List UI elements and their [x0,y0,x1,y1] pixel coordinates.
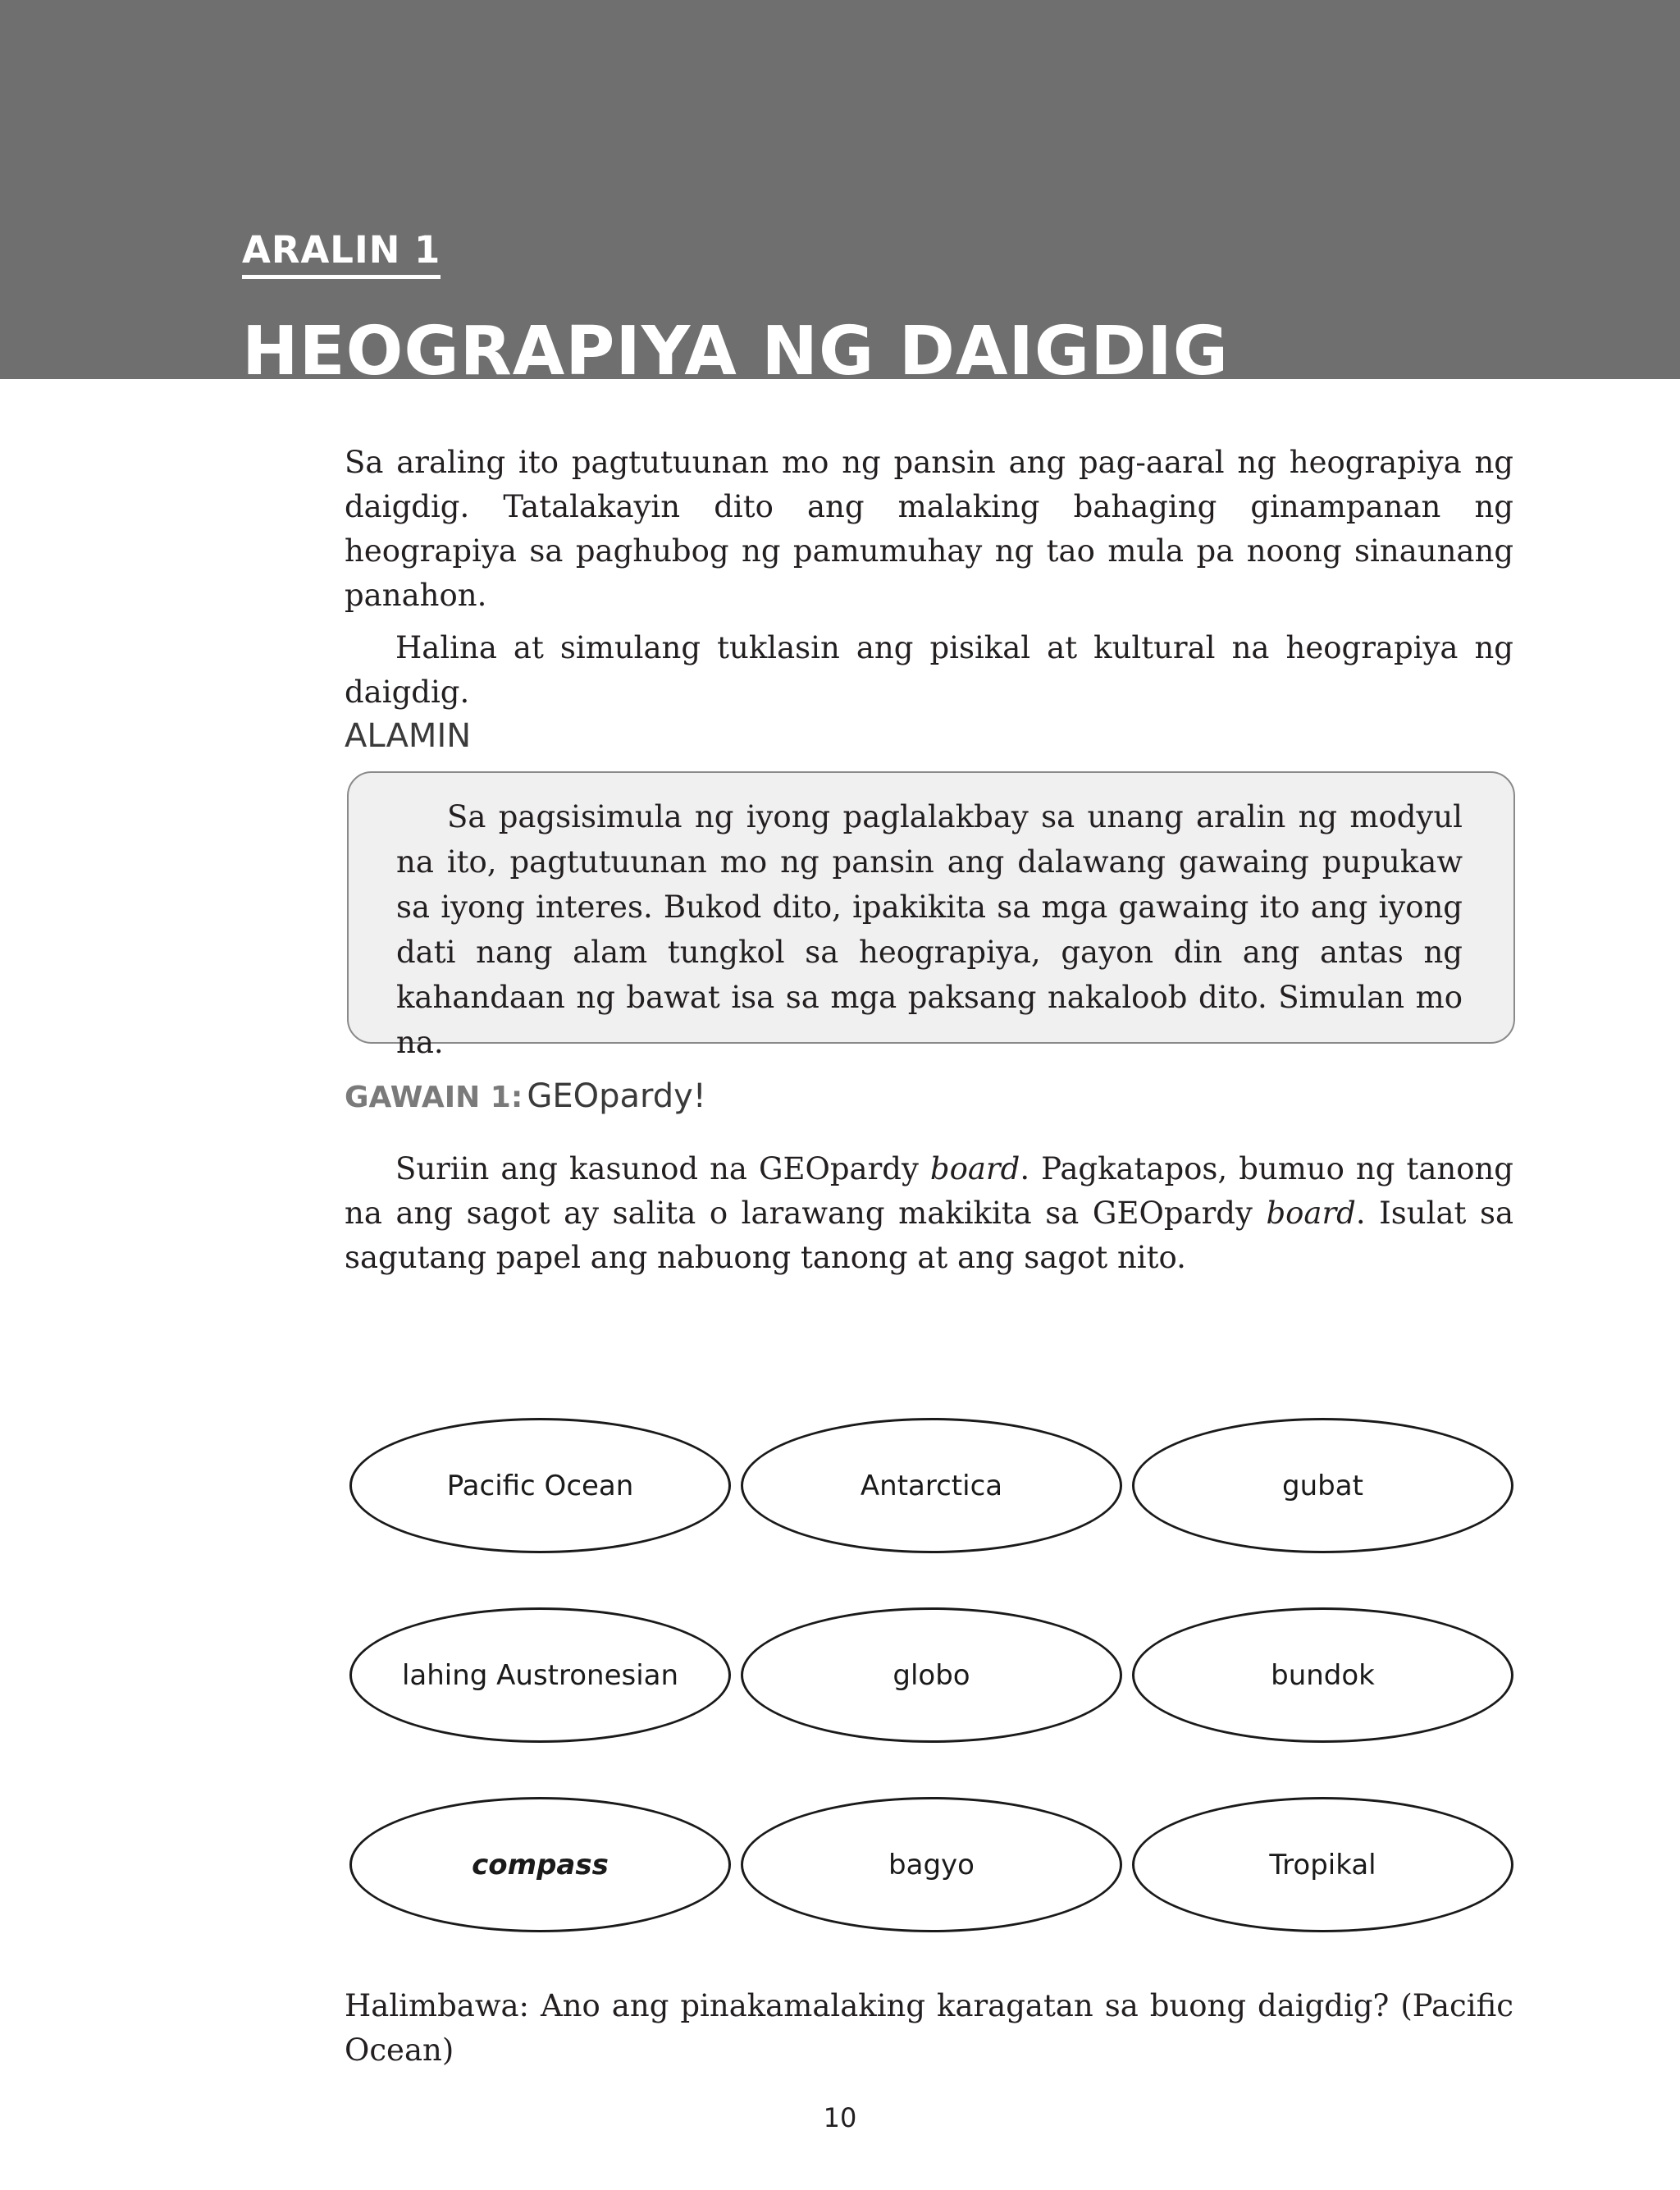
alamin-text: Sa pagsisimula ng iyong paglalakbay sa unang aralin ng modyul na ito, pagtutuunan mo ng pansin ang dalawang gawaing pupukaw sa iyong interes. Bukod dito, ipakikita sa mga gawaing ito ang iyong dati nang alam tungkol sa heograpiya, gayon din ang antas ng kahandaan ng bawat isa sa mga paksang nakaloob dito. Simulan mo na. [396,799,1463,1060]
page-number: 10 [823,2102,857,2133]
board-cell: Tropikal [1132,1797,1513,1932]
board-cell: globo [741,1607,1122,1743]
header-band [0,0,1680,379]
intro-section [345,441,1513,715]
alamin-box [347,771,1515,1060]
instructions-part-3: . Isulat sa sagutang papel ang nabuong tanong at ang sagot nito. [345,1196,1514,1275]
lesson-title: HEOGRAPIYA NG DAIGDIG [242,313,1230,379]
board-cell: Pacific Ocean [349,1418,731,1553]
board-cell: lahing Austronesian [349,1607,731,1743]
board-cell: bagyo [741,1797,1122,1932]
activity-heading [345,1077,706,1115]
board-cell: gubat [1132,1418,1513,1553]
instructions-part-1: Suriin ang kasunod na GEOpardy [395,1151,930,1186]
lesson-label: ARALIN 1 [242,231,441,279]
board-cell: bundok [1132,1607,1513,1743]
instructions-board-word-2: board [1266,1196,1356,1231]
instructions-paragraph [345,1147,1513,1280]
instructions-part-2: . Pagkatapos, bumuo ng tanong na ang sagot ay salita o larawang makikita sa GEOpardy [345,1151,1513,1231]
activity-instructions [345,1147,1513,1280]
example-text: Halimbawa: Ano ang pinakamalaking karagatan sa buong daigdig? (Pacific Ocean) [345,1988,1513,2068]
activity-label: GAWAIN 1: [345,1081,523,1114]
geopardy-board [349,1418,1514,1927]
instructions-board-word-1: board [929,1151,1020,1186]
intro-paragraph-2: Halina at simulang tuklasin ang pisikal at kultural na heograpiya ng daigdig. [345,630,1513,710]
activity-name: GEOpardy! [527,1077,706,1115]
example-section [345,1984,1513,2073]
intro-paragraph-1: Sa araling ito pagtutuunan mo ng pansin ang pag-aaral ng heograpiya ng daigdig. Tatalakayin dito ang malaking bahaging ginampanan ng heograpiya sa paghubog ng pamumuhay ng tao mula pa noong sinaunang panahon. [345,445,1513,613]
alamin-heading: ALAMIN [345,717,472,755]
board-cell: compass [349,1797,731,1932]
board-cell: Antarctica [741,1418,1122,1553]
